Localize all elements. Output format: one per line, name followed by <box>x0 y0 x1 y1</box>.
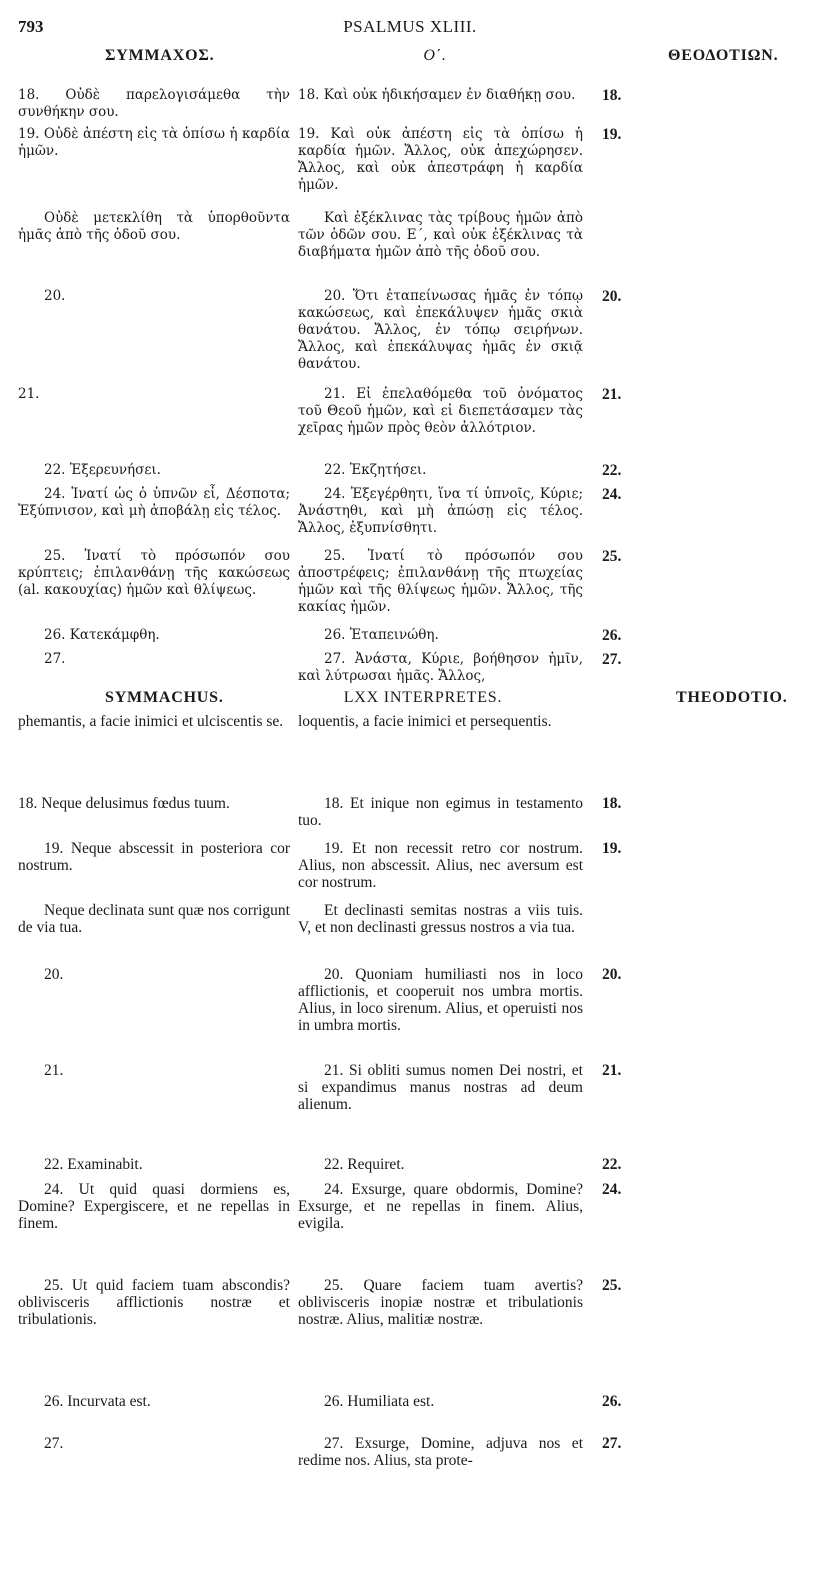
latin-sym-25: 25. Ut quid faciem tuam abscondis? oblivisceris afflictionis nostræ et tribulationis. <box>18 1277 290 1328</box>
latin-lxx-19: 19. Et non recessit retro cor nostrum. Alius, non abscessit. Alius, nec aversum est cor nostrum. <box>298 840 583 891</box>
latin-sym-cont: phemantis, a facie inimici et ulciscentis se. <box>18 713 284 730</box>
greek-theo-20: 20. <box>602 288 622 305</box>
latin-sym-19b: Neque declinata sunt quæ nos corrigunt de via tua. <box>18 902 290 936</box>
latin-lxx-25: 25. Quare faciem tuam avertis? oblivisceris inopiæ nostræ et tribulationis nostræ. Alius, malitiæ nostræ. <box>298 1277 583 1328</box>
page-number: 793 <box>18 17 44 36</box>
greek-sym-24: 24. Ἱνατί ὡς ὁ ὑπνῶν εἶ, Δέσποτα; Ἐξύπνισον, καὶ μὴ ἀποβάλῃ εἰς τέλος. <box>18 486 290 519</box>
latin-theo-20: 20. <box>602 966 622 983</box>
latin-sym-21: 21. <box>44 1062 64 1079</box>
greek-lxx-22: 22. Ἐκζητήσει. <box>324 462 427 478</box>
latin-header-theodotion: THEODOTIO. <box>676 689 788 706</box>
greek-lxx-25: 25. Ἱνατί τὸ πρόσωπόν σου ἀποστρέφεις; ἐπιλανθάνῃ τῆς πτωχείας ἡμῶν καὶ τῆς θλίψεως ἡμῶν. Ἄλλος, τῆς κακίας ἡμῶν. <box>298 548 583 615</box>
latin-header-symmachus: SYMMACHUS. <box>105 689 224 706</box>
greek-theo-27: 27. <box>602 651 622 668</box>
latin-theo-25: 25. <box>602 1277 622 1294</box>
latin-theo-21: 21. <box>602 1062 622 1079</box>
latin-theo-24: 24. <box>602 1181 622 1198</box>
greek-sym-19: 19. Οὐδὲ ἀπέστη εἰς τὰ ὀπίσω ἡ καρδία ἡμῶν. <box>18 126 290 159</box>
greek-theo-22: 22. <box>602 462 622 479</box>
latin-sym-20: 20. <box>44 966 64 983</box>
greek-sym-18: 18. Οὐδὲ παρελογισάμεθα τὴν συνθήκην σου. <box>18 87 290 120</box>
greek-sym-26: 26. Κατεκάμφθη. <box>44 627 160 643</box>
greek-lxx-27: 27. Ἀνάστα, Κύριε, βοήθησον ἡμῖν, καὶ λύτρωσαι ἡμᾶς. Ἄλλος, <box>298 651 583 684</box>
latin-lxx-19b: Et declinasti semitas nostras a viis tuis. V, et non declinasti gressus nostros a via tua. <box>298 902 583 936</box>
greek-sym-22: 22. Ἐξερευνήσει. <box>44 462 161 478</box>
greek-lxx-18: 18. Καὶ οὐκ ἠδικήσαμεν ἐν διαθήκῃ σου. <box>298 87 576 103</box>
latin-theo-26: 26. <box>602 1393 622 1410</box>
greek-theo-21: 21. <box>602 386 622 403</box>
greek-theo-26: 26. <box>602 627 622 644</box>
latin-sym-19: 19. Neque abscessit in posteriora cor nostrum. <box>18 840 290 874</box>
greek-lxx-19: 19. Καὶ οὐκ ἀπέστη εἰς τὰ ὀπίσω ἡ καρδία ἡμῶν. Ἄλλος, οὐκ ἀπεχώρησεν. Ἄλλος, καὶ οὐκ ἀπεστράφη ἡ καρδία ἡμῶν. <box>298 126 583 193</box>
greek-sym-25: 25. Ἱνατί τὸ πρόσωπόν σου κρύπτεις; ἐπιλανθάνῃ τῆς κακώσεως (al. κακουχίας) ἡμῶν καὶ θλίψεως. <box>18 548 290 598</box>
latin-lxx-20: 20. Quoniam humiliasti nos in loco afflictionis, et cooperuit nos umbra mortis. Alius, in loco sirenum. Alius, et operuisti nos in umbra mortis. <box>298 966 583 1034</box>
latin-header-lxx: LXX INTERPRETES. <box>343 689 503 706</box>
latin-lxx-24: 24. Exsurge, quare obdormis, Domine? Exsurge, et ne repellas in finem. Alius, evigila. <box>298 1181 583 1232</box>
latin-lxx-26: 26. Humiliata est. <box>324 1393 435 1410</box>
latin-theo-27: 27. <box>602 1435 622 1452</box>
greek-header-symmachus: ΣΥΜΜΑΧΟΣ. <box>105 47 215 64</box>
running-title: PSALMUS XLIII. <box>343 17 477 36</box>
latin-lxx-cont: loquentis, a facie inimici et persequentis. <box>298 713 552 730</box>
latin-sym-24: 24. Ut quid quasi dormiens es, Domine? Expergiscere, et ne repellas in finem. <box>18 1181 290 1232</box>
greek-lxx-24: 24. Ἐξεγέρθητι, ἵνα τί ὑπνοῖς, Κύριε; Ἀνάστηθι, καὶ μὴ ἀπώσῃ εἰς τέλος. Ἄλλος, ἐξυπνίσθητι. <box>298 486 583 536</box>
greek-sym-19b: Οὐδὲ μετεκλίθη τὰ ὑπορθοῦντα ἡμᾶς ἀπὸ τῆς ὁδοῦ σου. <box>18 210 290 243</box>
latin-theo-18: 18. <box>602 795 622 812</box>
latin-sym-18: 18. Neque delusimus fœdus tuum. <box>18 795 230 812</box>
greek-sym-20: 20. <box>44 288 66 304</box>
greek-header-theodotion: ΘΕΟΔΟΤΙΩΝ. <box>668 47 779 64</box>
latin-lxx-22: 22. Requiret. <box>324 1156 405 1173</box>
greek-lxx-20: 20. Ὅτι ἐταπείνωσας ἡμᾶς ἐν τόπῳ κακώσεως, καὶ ἐπεκάλυψεν ἡμᾶς σκιὰ θανάτου. Ἄλλος, ἐν τόπῳ σειρήνων. Ἄλλος, καὶ ἐπεκάλυψας ἡμᾶς ἐν σκιᾷ θανάτου. <box>298 288 583 372</box>
latin-lxx-18: 18. Et inique non egimus in testamento tuo. <box>298 795 583 829</box>
latin-sym-26: 26. Incurvata est. <box>44 1393 151 1410</box>
latin-theo-22: 22. <box>602 1156 622 1173</box>
latin-lxx-21: 21. Si obliti sumus nomen Dei nostri, et si expandimus manus nostras ad deum alienum. <box>298 1062 583 1113</box>
greek-lxx-26: 26. Ἐταπεινώθη. <box>324 627 439 643</box>
greek-theo-19: 19. <box>602 126 622 143</box>
greek-lxx-19b: Καὶ ἐξέκλινας τὰς τρίβους ἡμῶν ἀπὸ τῶν ὁδῶν σου. Ε΄, καὶ οὐκ ἐξέκλινας τὰ διαβήματα ἡμῶν ἀπὸ τῆς ὁδοῦ σου. <box>298 210 583 260</box>
latin-lxx-27: 27. Exsurge, Domine, adjuva nos et redime nos. Alius, sta prote- <box>298 1435 583 1469</box>
latin-theo-19: 19. <box>602 840 622 857</box>
greek-theo-18: 18. <box>602 87 622 104</box>
latin-sym-22: 22. Examinabit. <box>44 1156 143 1173</box>
greek-lxx-21: 21. Εἰ ἐπελαθόμεθα τοῦ ὀνόματος τοῦ Θεοῦ ἡμῶν, καὶ εἰ διεπετάσαμεν τὰς χεῖρας ἡμῶν πρὸς θεὸν ἀλλότριον. <box>298 386 583 436</box>
latin-sym-27: 27. <box>44 1435 64 1452</box>
greek-sym-21: 21. <box>18 386 40 402</box>
greek-theo-24: 24. <box>602 486 622 503</box>
greek-sym-27: 27. <box>44 651 66 667</box>
greek-theo-25: 25. <box>602 548 622 565</box>
greek-header-lxx: Ο΄. <box>423 47 447 64</box>
